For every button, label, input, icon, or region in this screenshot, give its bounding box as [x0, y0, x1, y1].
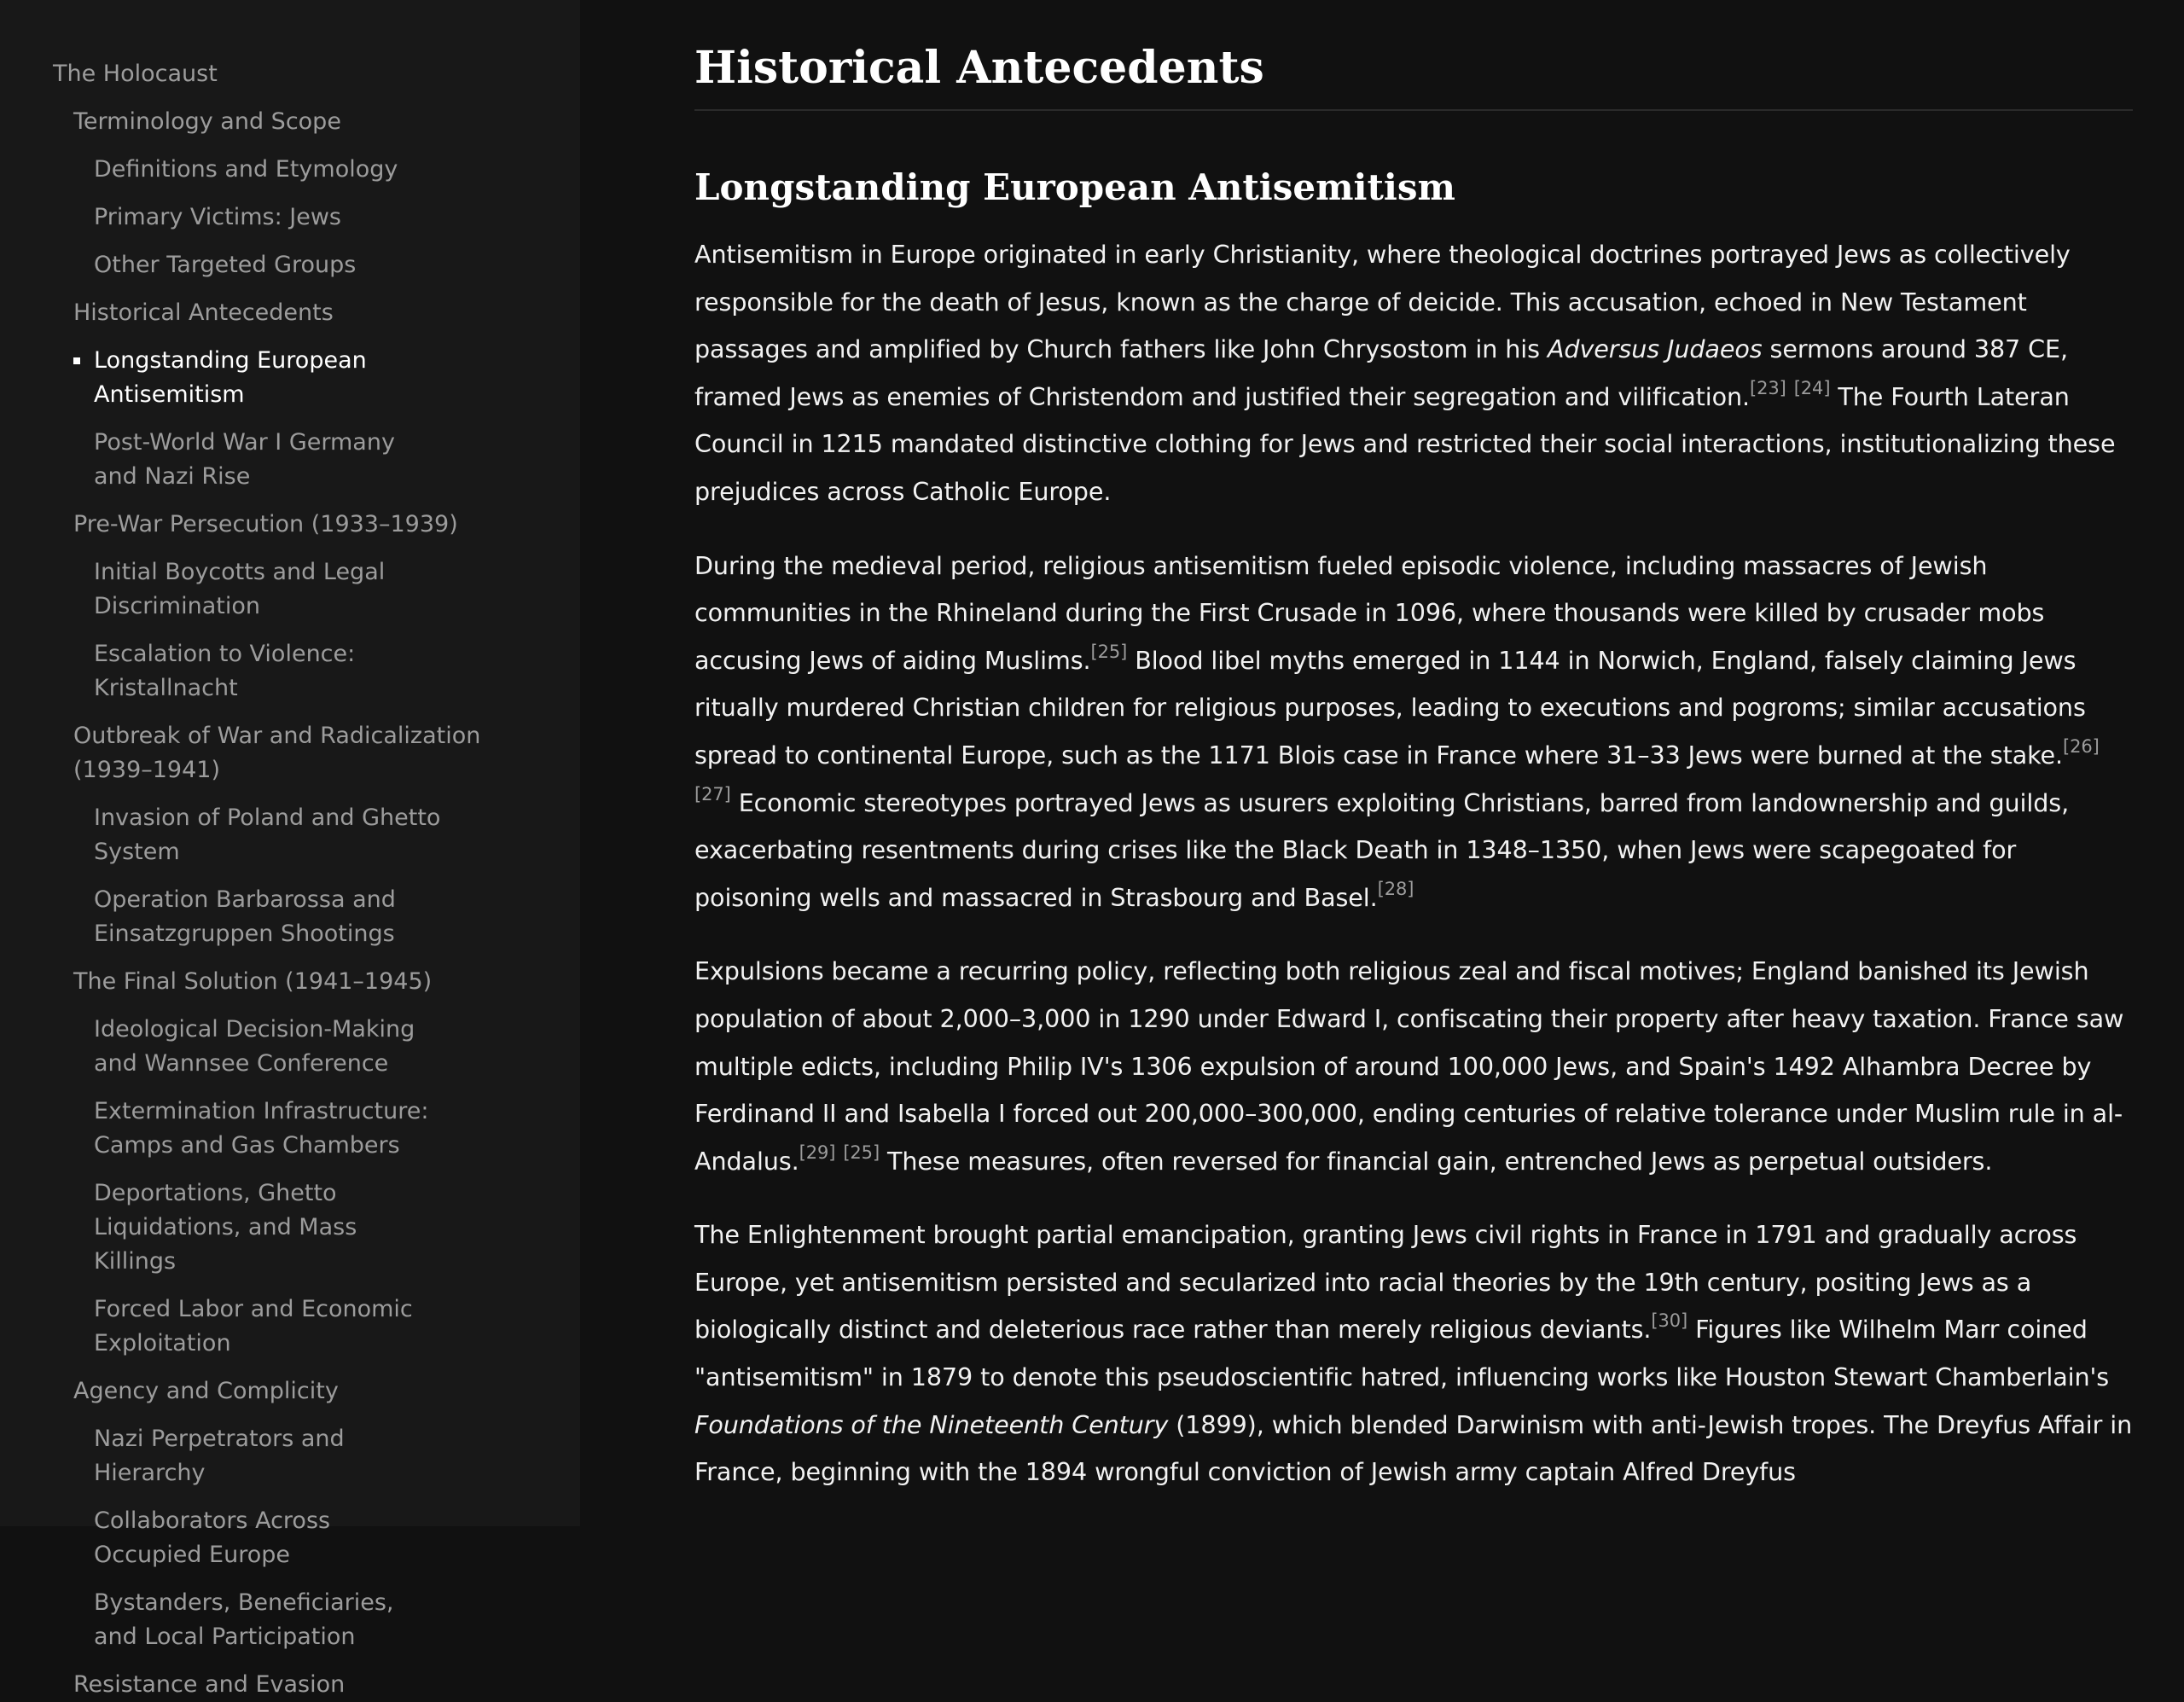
toc-item-label: Historical Antecedents	[73, 299, 334, 326]
paragraph-text: The Fourth Lateran Council in 1215 mandated distinctive clothing for Jews and restricted their social interactions, institutionalizing these prejudices across Catholic Europe.	[694, 381, 2116, 506]
toc-item-label: Forced Labor and Economic Exploitation	[94, 1296, 413, 1356]
toc-item-label: Operation Barbarossa and Einsatzgruppen Shootings	[94, 886, 396, 947]
section-title: Longstanding European Antisemitism	[694, 166, 1455, 208]
toc-item[interactable]	[0, 1374, 512, 1409]
paragraph-text: Blood libel myths emerged in 1144 in Norwich, England, falsely claiming Jews ritually murdered Christian children for religious purposes, leading to executions and pogroms; similar accusations spread to continental Europe, such as the 1171 Blois case in France where 31–33 Jews were burned at the stake.	[694, 645, 2086, 770]
article-paragraph	[694, 948, 2133, 1185]
toc-item[interactable]	[0, 508, 512, 542]
page-title: Historical Antecedents	[694, 42, 1264, 94]
toc-item-label: Invasion of Poland and Ghetto System	[94, 805, 441, 865]
article-paragraph	[694, 543, 2133, 922]
toc-item[interactable]	[0, 1586, 444, 1654]
toc-item[interactable]	[0, 555, 444, 624]
citation-link[interactable]: [25]	[843, 1141, 880, 1163]
citation-link[interactable]: [30]	[1651, 1310, 1688, 1332]
paragraph-text: During the medieval period, religious antisemitism fueled episodic violence, including massacres of Jewish communities in the Rhineland during the First Crusade in 1096, where thousands were killed by crusader mobs accusing Jews of aiding Muslims.	[694, 550, 2045, 675]
toc-item[interactable]	[0, 296, 512, 330]
toc-item[interactable]	[0, 200, 444, 235]
toc-item-label: Longstanding European Antisemitism	[94, 347, 367, 408]
toc-item-label: Terminology and Scope	[73, 108, 341, 135]
toc-item-label: Outbreak of War and Radicalization (1939–1941)	[73, 723, 481, 783]
citation-link[interactable]: [23]	[1749, 377, 1786, 398]
citation-link[interactable]: [25]	[1090, 641, 1128, 662]
paragraph-text: The Enlightenment brought partial emancipation, granting Jews civil rights in France in 1791 and gradually across Europe, yet antisemitism persisted and secularized into racial theories by the 19th century, positing Jews as a biologically distinct and deleterious race rather than merely religious deviants.	[694, 1220, 2077, 1345]
toc-item-label: Other Targeted Groups	[94, 252, 357, 278]
toc-item-label: Nazi Perpetrators and Hierarchy	[94, 1426, 345, 1486]
toc-item-active[interactable]	[0, 344, 444, 412]
citation-link[interactable]: [26]	[2063, 735, 2100, 757]
paragraph-text	[1786, 382, 1794, 411]
citation-link[interactable]: [28]	[1377, 878, 1414, 899]
toc-item-label: The Holocaust	[53, 61, 218, 87]
toc-item[interactable]	[0, 1292, 444, 1361]
toc-item-label: The Final Solution (1941–1945)	[73, 968, 433, 995]
toc-item[interactable]	[0, 1422, 444, 1490]
toc-item[interactable]	[0, 965, 512, 999]
toc-item[interactable]	[0, 1504, 444, 1572]
toc-item-label: Ideological Decision-Making and Wannsee Conference	[94, 1016, 415, 1077]
toc-item[interactable]	[0, 153, 444, 187]
toc-item[interactable]	[0, 801, 444, 869]
article-body	[694, 231, 2133, 1523]
toc-item[interactable]	[0, 883, 444, 951]
toc-item[interactable]	[0, 719, 512, 787]
toc-item[interactable]	[0, 426, 444, 494]
work-title: Foundations of the Nineteenth Century	[694, 1409, 1169, 1439]
paragraph-text: sermons around 387 CE, framed Jews as enemies of Christendom and justified their segregation and vilification.	[694, 334, 2068, 411]
toc-item-label: Resistance and Evasion	[73, 1671, 346, 1698]
toc-item-label: Bystanders, Beneficiaries, and Local Participation	[94, 1589, 394, 1650]
toc-item-label: Definitions and Etymology	[94, 156, 398, 183]
paragraph-text: These measures, often reversed for financial gain, entrenched Jews as perpetual outsiders.	[880, 1146, 1993, 1176]
article-main	[694, 0, 2133, 1526]
article-paragraph	[694, 231, 2133, 516]
toc-item-label: Collaborators Across Occupied Europe	[94, 1507, 331, 1568]
paragraph-text: Expulsions became a recurring policy, reflecting both religious zeal and fiscal motives; England banished its Jewish population of about 2,000–3,000 in 1290 under Edward I, confiscating their property after heavy taxation. France saw multiple edicts, including Philip IV's 1306 expulsion of around 100,000 Jews, and Spain's 1492 Alhambra Decree by Ferdinand II and Isabella I forced out 200,000–300,000, ending centuries of relative tolerance under Muslim rule in al-Andalus.	[694, 956, 2124, 1176]
paragraph-text: Antisemitism in Europe originated in early Christianity, where theological doctrines portrayed Jews as collectively responsible for the death of Jesus, known as the charge of deicide. This accusation, echoed in New Testament passages and amplified by Church fathers like John Chrysostom in his	[694, 240, 2071, 364]
paragraph-text: Economic stereotypes portrayed Jews as usurers exploiting Christians, barred from landownership and guilds, exacerbating resentments during crises like the Black Death in 1348–1350, when Jews were scapegoated for poisoning wells and massacred in Strasbourg and Basel.	[694, 787, 2070, 912]
toc-item-label: Escalation to Violence: Kristallnacht	[94, 641, 356, 701]
work-title: Adversus Judaeos	[1547, 334, 1763, 364]
citation-link[interactable]: [29]	[799, 1141, 836, 1163]
toc-item[interactable]	[0, 1013, 444, 1081]
paragraph-text	[835, 1147, 843, 1176]
table-of-contents	[0, 0, 580, 1698]
active-indicator-icon	[73, 357, 80, 364]
citation-link[interactable]: [27]	[694, 783, 731, 805]
paragraph-text: (1899), which blended Darwinism with anti-Jewish tropes. The Dreyfus Affair in France, beginning with the 1894 wrongful conviction of Jewish army captain Alfred Dreyfus	[694, 1409, 2133, 1487]
paragraph-text: Figures like Wilhelm Marr coined "antisemitism" in 1879 to denote this pseudoscientific hatred, influencing works like Houston Stewart Chamberlain's	[694, 1315, 2110, 1392]
toc-item[interactable]	[0, 105, 512, 139]
toc-item[interactable]	[0, 57, 512, 91]
toc-item-label: Post-World War I Germany and Nazi Rise	[94, 429, 395, 490]
toc-item[interactable]	[0, 637, 444, 706]
title-divider	[694, 109, 2133, 111]
toc-item[interactable]	[0, 248, 444, 282]
toc-item-label: Pre-War Persecution (1933–1939)	[73, 511, 458, 537]
toc-item-label: Agency and Complicity	[73, 1378, 339, 1404]
citation-link[interactable]: [24]	[1793, 377, 1831, 398]
article-paragraph	[694, 1211, 2133, 1496]
toc-item-label: Deportations, Ghetto Liquidations, and Mass Killings	[94, 1180, 357, 1275]
toc-item[interactable]	[0, 1095, 444, 1163]
toc-item-label: Initial Boycotts and Legal Discrimination	[94, 559, 386, 619]
toc-item[interactable]	[0, 1668, 512, 1702]
toc-item[interactable]	[0, 1176, 444, 1279]
toc-item-label: Primary Victims: Jews	[94, 204, 341, 230]
toc-item-label: Extermination Infrastructure: Camps and Gas Chambers	[94, 1098, 429, 1159]
